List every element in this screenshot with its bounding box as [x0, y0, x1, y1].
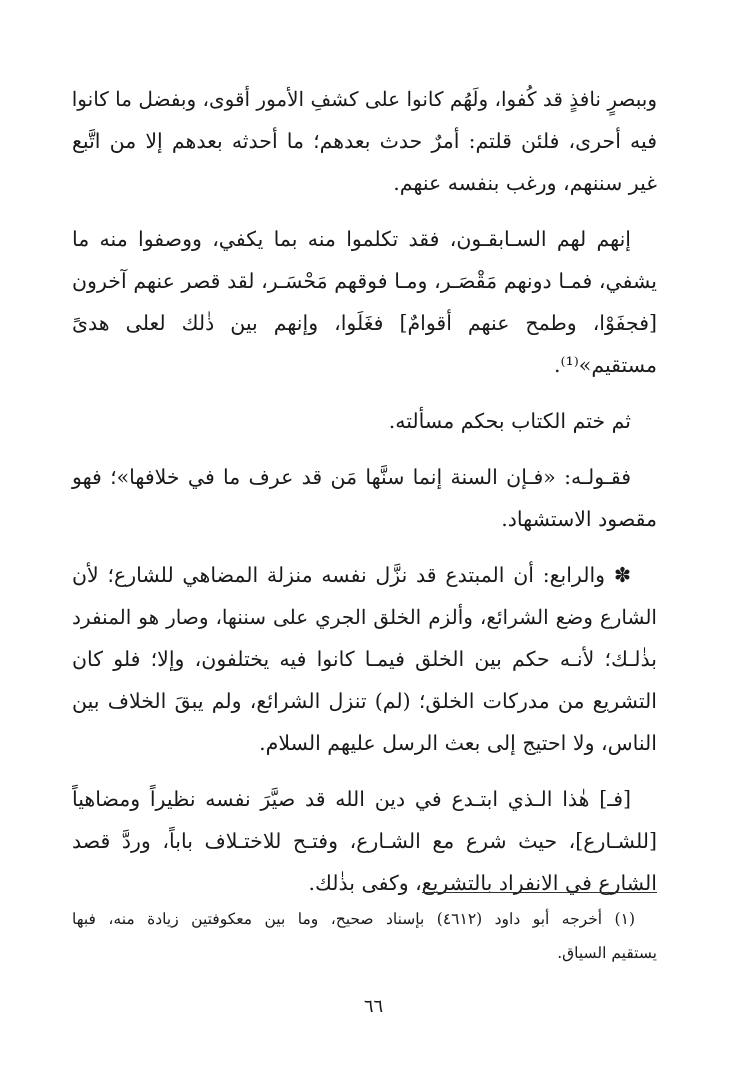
paragraph-2: [72, 218, 657, 386]
footnote-line: يستقيم السياق.: [557, 944, 657, 962]
text-line: ثم ختم الكتاب بحكم مسألته.: [388, 409, 631, 433]
text-line: وببصرٍ نافذٍ قد كُفوا، ولَهُم كانوا على كشفِ الأمور أقوى، وبفضل ما كانوا: [71, 87, 657, 111]
text-line: غير سننهم، ورغب بنفسه عنهم.: [393, 171, 657, 195]
page-body: [72, 78, 657, 918]
text-line: فيه أحرى، فلئن قلتم: أمرٌ حدث بعدهم؛ ما أحدثه بعدهم إلا من اتَّبع: [72, 129, 657, 153]
footnote-divider: [422, 892, 657, 893]
text-line: الناس، ولا احتيج إلى بعث الرسل عليهم السلام.: [259, 731, 657, 755]
text-line: بذٰلـك؛ لأنـه حكم بين الخلق فيمـا كانوا فيه يختلفون، وإلا؛ فلو كان: [72, 647, 657, 671]
text-line: ✽ والرابع: أن المبتدع قد نزَّل نفسه منزلة المضاهي للشارع؛ لأن: [72, 563, 631, 587]
footnote-line: (١) أخرجه أبو داود (٤٦١٢) بإسناد صحيح، وما بين معكوفتين زيادة منه، فبها: [72, 910, 635, 928]
text-line: الشارع في الانفراد بالتشريع، وكفى بذٰلك.: [308, 871, 657, 895]
text-line: مستقيم»⁽¹⁾.: [553, 353, 657, 377]
page-number: ٦٦: [363, 996, 384, 1017]
paragraph-5: [72, 554, 657, 764]
paragraph-4: [72, 456, 657, 540]
text-line: [للشـارع]، حيث شرع مع الشـارع، وفتـح للاختـلاف باباً، وردَّ قصد: [72, 829, 657, 853]
text-line: التشريع من مدركات الخلق؛ (لم) تنزل الشرائع، ولم يبقَ الخلاف بين: [72, 689, 657, 713]
text-line: يشفي، فمـا دونهم مَقْصَـر، ومـا فوقهم مَحْسَـر، لقد قصر عنهم آخرون: [72, 269, 657, 293]
paragraph-3: [72, 400, 657, 442]
text-line: [فجفَوْا، وطمح عنهم أقوامٌ] فغَلَوا، وإنهم بين ذٰلك لعلى هدىً: [72, 311, 657, 335]
footnote: [72, 902, 657, 970]
text-line: الشارع وضع الشرائع، وألزم الخلق الجري على سننها، وصار هو المنفرد: [72, 605, 657, 629]
text-line: فقـولـه: «فـإن السنة إنما سنَّها مَن قد عرف ما في خلافها»؛ فهو: [72, 465, 631, 489]
paragraph-6: [72, 778, 657, 904]
text-line: مقصود الاستشهاد.: [501, 507, 657, 531]
text-line: [فـ] هٰذا الـذي ابتـدع في دين الله قد صيَّرَ نفسه نظيراً ومضاهياً: [72, 787, 631, 811]
paragraph-1: [72, 78, 657, 204]
text-line: إنهم لهم السـابقـون، فقد تكلموا منه بما يكفي، ووصفوا منه ما: [72, 227, 631, 251]
